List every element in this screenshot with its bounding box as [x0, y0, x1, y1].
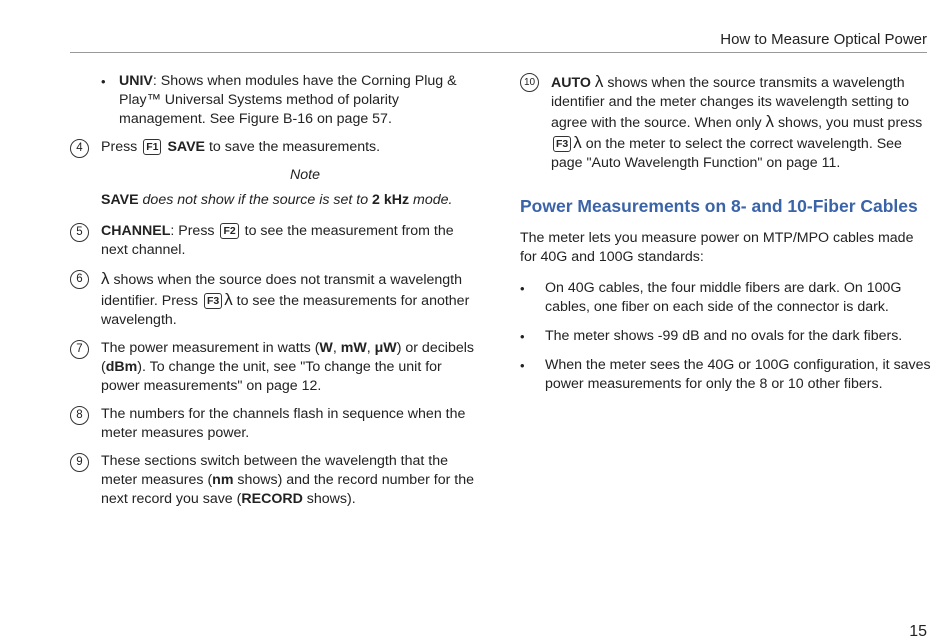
unit-w: W	[319, 340, 333, 356]
header-rule	[70, 52, 927, 53]
univ-term: UNIV	[119, 73, 153, 89]
header-title: How to Measure Optical Power	[720, 31, 927, 48]
bullet-dot: •	[520, 358, 525, 373]
item7-sep: ,	[332, 340, 341, 356]
list-item-text: When the meter sees the 40G or 100G configuration, it saves power measurements for only the 8 or 10 other fibers.	[545, 357, 931, 392]
unit-dbm: dBm	[105, 359, 138, 375]
f3-key-icon: F3	[204, 293, 222, 309]
left-column	[70, 72, 480, 518]
lambda-icon: λ	[101, 269, 110, 288]
lambda-icon: λ	[573, 133, 582, 152]
lambda-icon: λ	[594, 72, 604, 91]
callout-6	[70, 269, 480, 330]
save-label: SAVE	[167, 139, 206, 155]
note-text: does not show if the source is set to	[138, 192, 373, 208]
item8-text: The numbers for the channels flash in sequence when the meter measures power.	[101, 406, 466, 441]
note-save-term: SAVE	[101, 192, 139, 208]
item5-text: : Press	[170, 223, 219, 239]
item4-text: Press	[101, 139, 142, 155]
list-item	[520, 356, 932, 394]
right-column	[520, 72, 932, 404]
f1-key-icon: F1	[143, 139, 161, 155]
item10-text-end: on the meter to select the correct wavelength. See page "Auto Wavelength Function" on page 11.	[551, 136, 902, 171]
note-2khz-term: 2 kHz	[372, 192, 410, 208]
list-item-text: On 40G cables, the four middle fibers are dark. On 100G cables, one fiber on each side of the connector is dark.	[545, 280, 902, 315]
callout-10	[520, 72, 932, 173]
item7-text-end: ). To change the unit, see "To change the unit for power measurements" on page 12.	[101, 359, 442, 394]
lambda-icon: λ	[224, 290, 233, 309]
item9-text-end: shows).	[302, 491, 356, 507]
unit-mw: mW	[340, 340, 367, 356]
list-item	[520, 327, 932, 346]
callout-4	[70, 138, 480, 157]
callout-number: 8	[70, 406, 89, 425]
page-number: 15	[909, 623, 927, 640]
bullet-dot: •	[520, 329, 525, 344]
item6-text: shows when the source does not transmit a wavelength identifier. Press	[101, 272, 463, 309]
item4-text-end: to save the measurements.	[205, 139, 381, 155]
callout-number: 6	[70, 270, 89, 289]
item5-text-end: to see the measurement from the next channel.	[101, 223, 454, 258]
channel-term: CHANNEL	[101, 223, 171, 239]
section-title: Power Measurements on 8- and 10-Fiber Cables	[520, 196, 918, 216]
f3-key-icon: F3	[553, 136, 571, 152]
item7-text-mid: ) or decibels (	[101, 340, 474, 375]
univ-text: : Shows when modules have the Corning Plug & Play™ Universal Systems method of polarity management. See Figure B-16 on page 57.	[119, 73, 457, 127]
bullet-dot: •	[520, 281, 525, 296]
bullet-dot: •	[101, 74, 106, 89]
unit-uw: μW	[374, 340, 397, 356]
intro-paragraph: The meter lets you measure power on MTP/MPO cables made for 40G and 100G standards:	[520, 230, 914, 265]
item7-sep: ,	[366, 340, 375, 356]
callout-9	[70, 452, 480, 509]
auto-term: AUTO	[551, 75, 591, 91]
note-title: Note	[290, 167, 320, 183]
callout-7	[70, 339, 480, 396]
callout-number: 9	[70, 453, 89, 472]
callout-number: 10	[520, 73, 539, 92]
item9-text-mid: shows) and the record number for the next record you save (	[101, 472, 474, 507]
list-item	[520, 279, 932, 317]
item7-text: The power measurement in watts (	[101, 340, 320, 356]
note-text-end: mode.	[409, 192, 453, 208]
f2-key-icon: F2	[220, 223, 238, 239]
item9-text: These sections switch between the wavelength that the meter measures (	[101, 453, 449, 488]
callout-number: 4	[70, 139, 89, 158]
univ-bullet	[70, 72, 480, 129]
callout-8	[70, 405, 480, 443]
item10-text-mid: shows, you must press	[774, 115, 923, 131]
callout-number: 7	[70, 340, 89, 359]
callout-5	[70, 222, 480, 260]
callout-number: 5	[70, 223, 89, 242]
record-term: RECORD	[241, 491, 303, 507]
list-item-text: The meter shows -99 dB and no ovals for the dark fibers.	[545, 328, 903, 344]
item6-text-end: to see the measurements for another wavelength.	[101, 293, 470, 328]
item10-text: shows when the source transmits a wavelength identifier and the meter changes its wavelength setting to agree with the source. When only	[551, 75, 910, 131]
lambda-icon: λ	[765, 112, 775, 131]
note-body	[70, 191, 480, 210]
nm-term: nm	[212, 472, 234, 488]
